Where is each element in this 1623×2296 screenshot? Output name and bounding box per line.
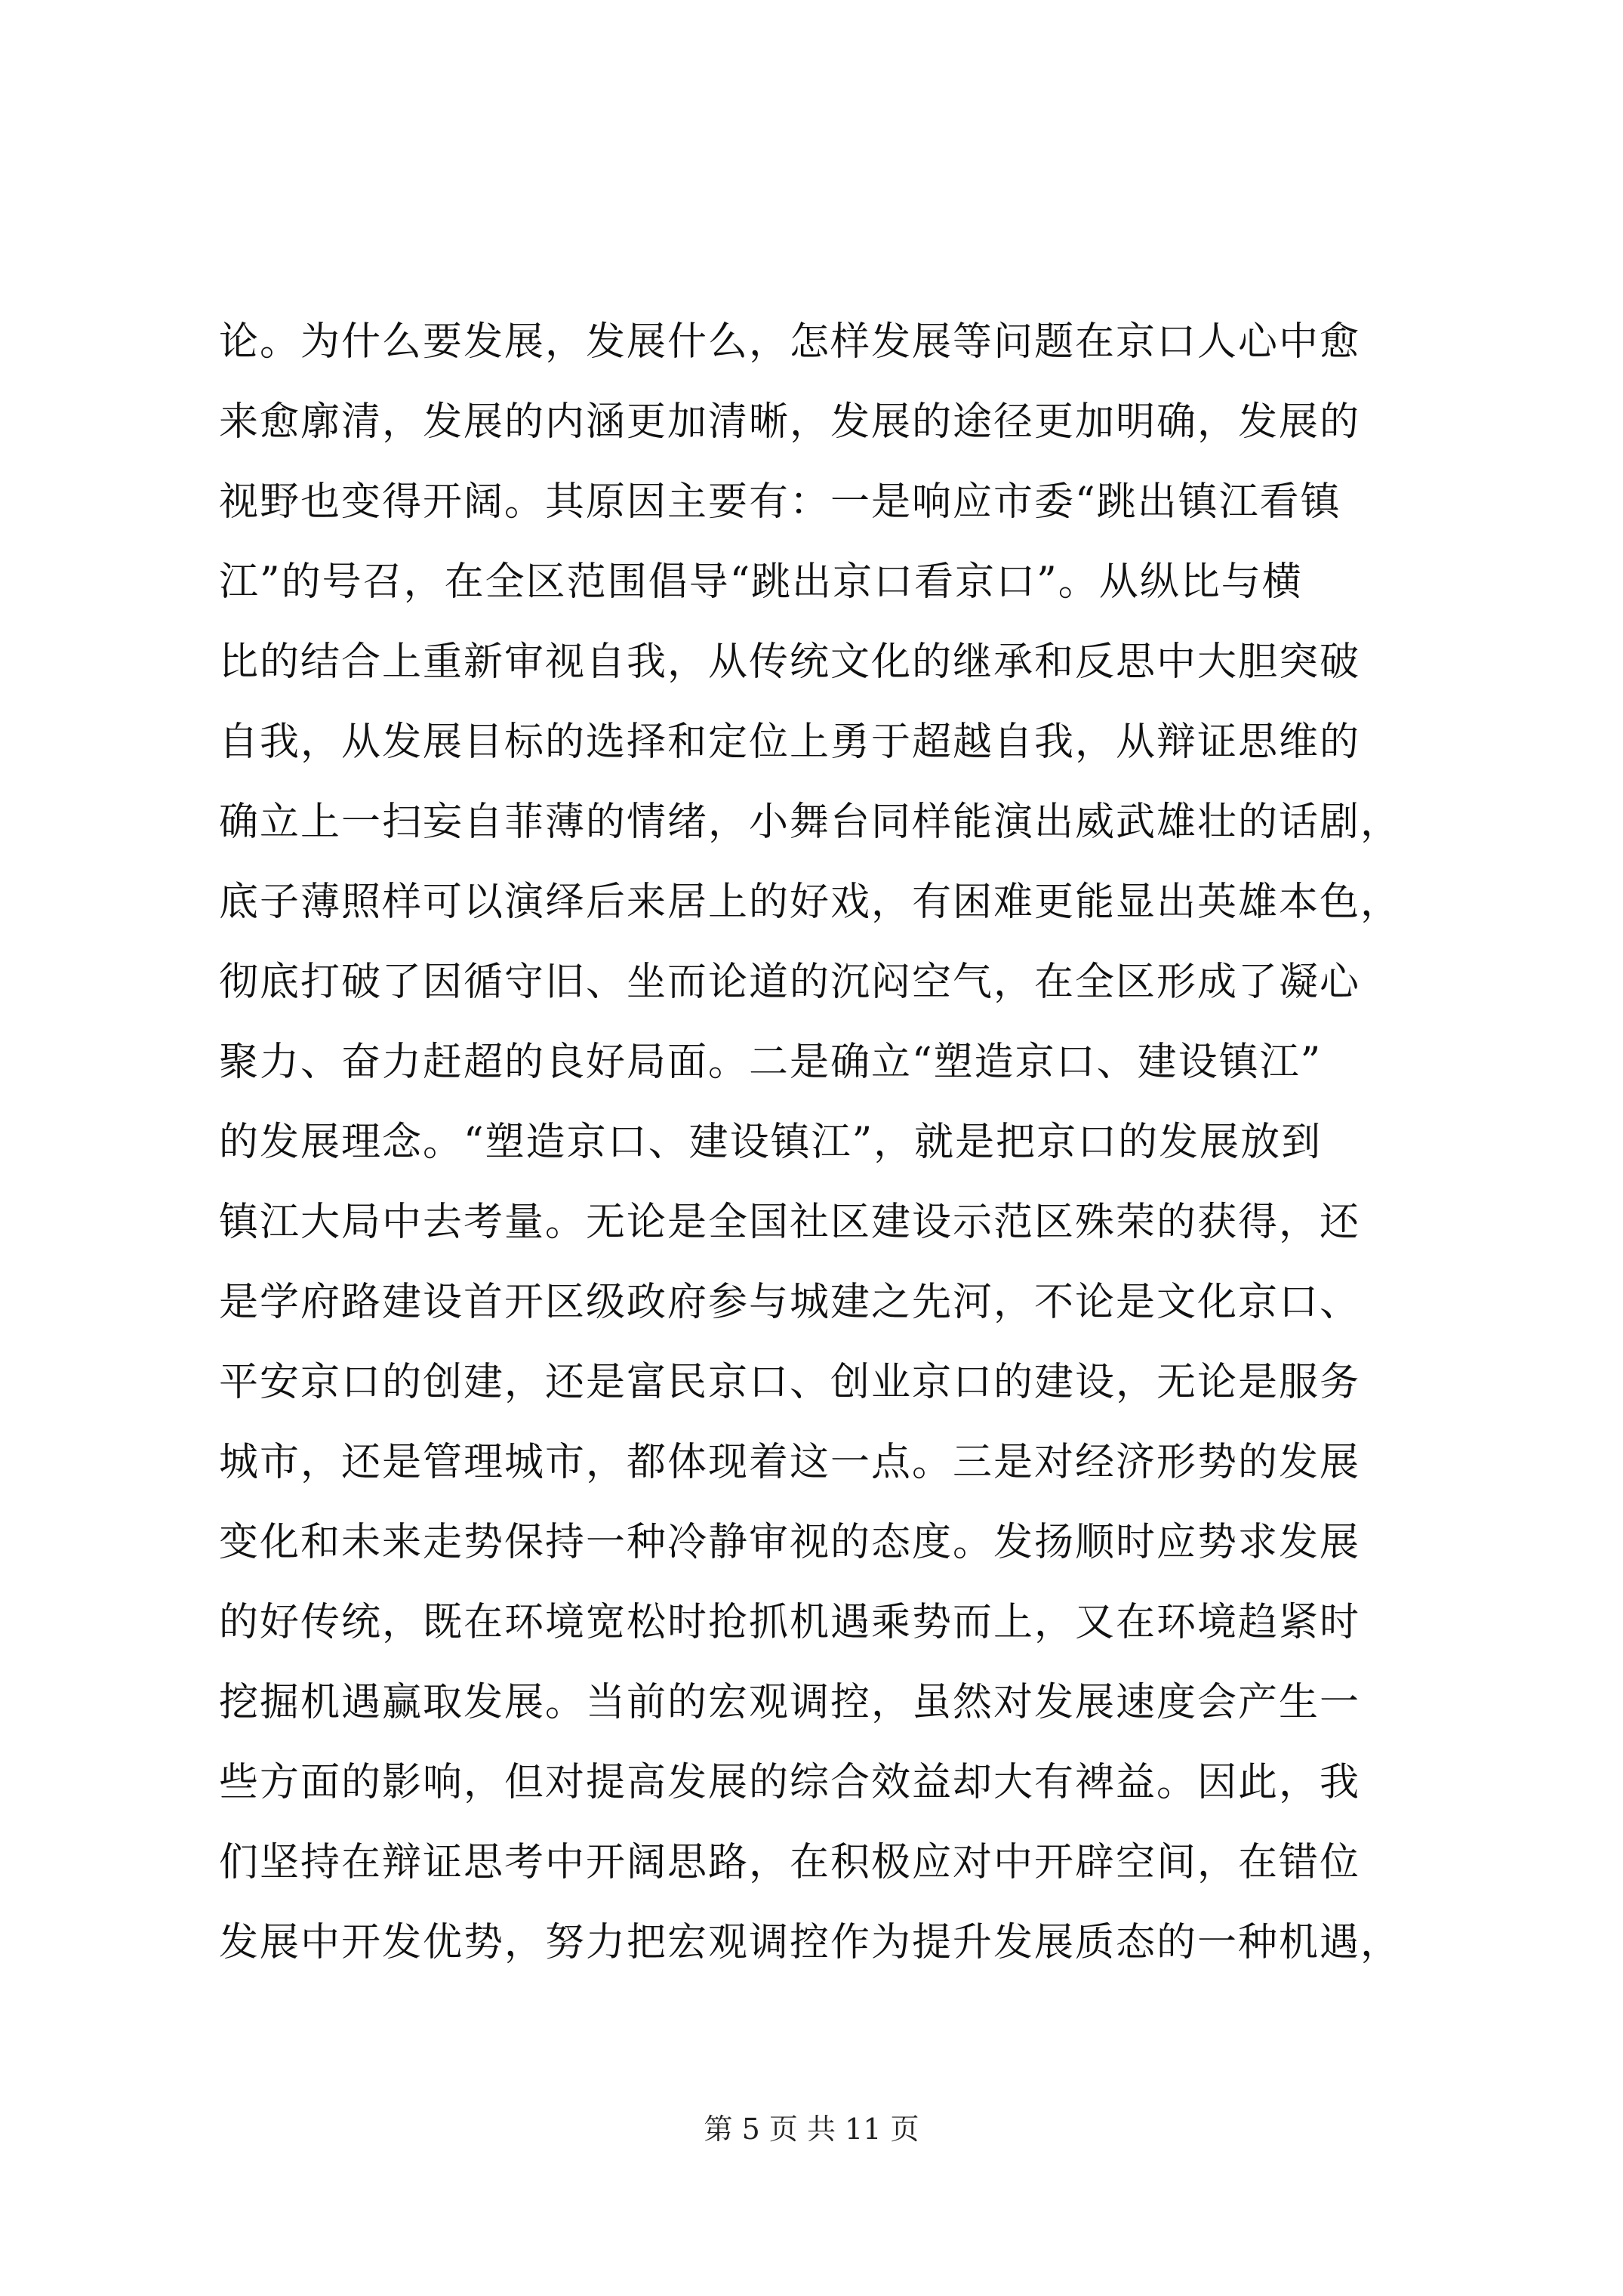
text-line: 的好传统，既在环境宽松时抢抓机遇乘势而上，又在环境趋紧时 [219,1600,1361,1645]
text-line: 确立上一扫妄自菲薄的情绪，小舞台同样能演出威武雄壮的话剧， [219,800,1402,845]
body-paragraph [219,302,1427,1983]
text-line: 挖掘机遇赢取发展。当前的宏观调控，虽然对发展速度会产生一 [219,1680,1361,1725]
text-line: 们坚持在辩证思考中开阔思路，在积极应对中开辟空间，在错位 [219,1840,1361,1885]
text-line: 的发展理念。“塑造京口、建设镇江”，就是把京口的发展放到 [219,1120,1323,1165]
text-line: 底子薄照样可以演绎后来居上的好戏，有困难更能显出英雄本色， [219,880,1402,925]
text-line: 自我，从发展目标的选择和定位上勇于超越自我，从辩证思维的 [219,720,1361,765]
text-line: 是学府路建设首开区级政府参与城建之先河，不论是文化京口、 [219,1280,1361,1325]
text-line: 来愈廓清，发展的内涵更加清晰，发展的途径更加明确，发展的 [219,399,1361,445]
text-line: 视野也变得开阔。其原因主要有：一是响应市委“跳出镇江看镇 [219,479,1341,525]
text-line: 镇江大局中去考量。无论是全国社区建设示范区殊荣的获得，还 [219,1200,1361,1245]
text-line: 发展中开发优势，努力把宏观调控作为提升发展质态的一种机遇， [219,1920,1402,1965]
text-line: 比的结合上重新审视自我，从传统文化的继承和反思中大胆突破 [219,639,1361,685]
text-line: 聚力、奋力赶超的良好局面。二是确立“塑造京口、建设镇江” [219,1040,1323,1085]
text-line: 论。为什么要发展，发展什么，怎样发展等问题在京口人心中愈 [219,319,1361,365]
text-line: 平安京口的创建，还是富民京口、创业京口的建设，无论是服务 [219,1360,1361,1405]
text-line: 些方面的影响，但对提高发展的综合效益却大有裨益。因此，我 [219,1760,1361,1805]
text-line: 江”的号召，在全区范围倡导“跳出京口看京口”。从纵比与横 [219,559,1303,605]
text-line: 变化和未来走势保持一种冷静审视的态度。发扬顺时应势求发展 [219,1520,1361,1565]
text-line: 彻底打破了因循守旧、坐而论道的沉闷空气，在全区形成了凝心 [219,960,1361,1005]
page-number-footer: 第 5 页 共 11 页 [704,2113,919,2146]
text-line: 城市，还是管理城市，都体现着这一点。三是对经济形势的发展 [219,1440,1361,1485]
